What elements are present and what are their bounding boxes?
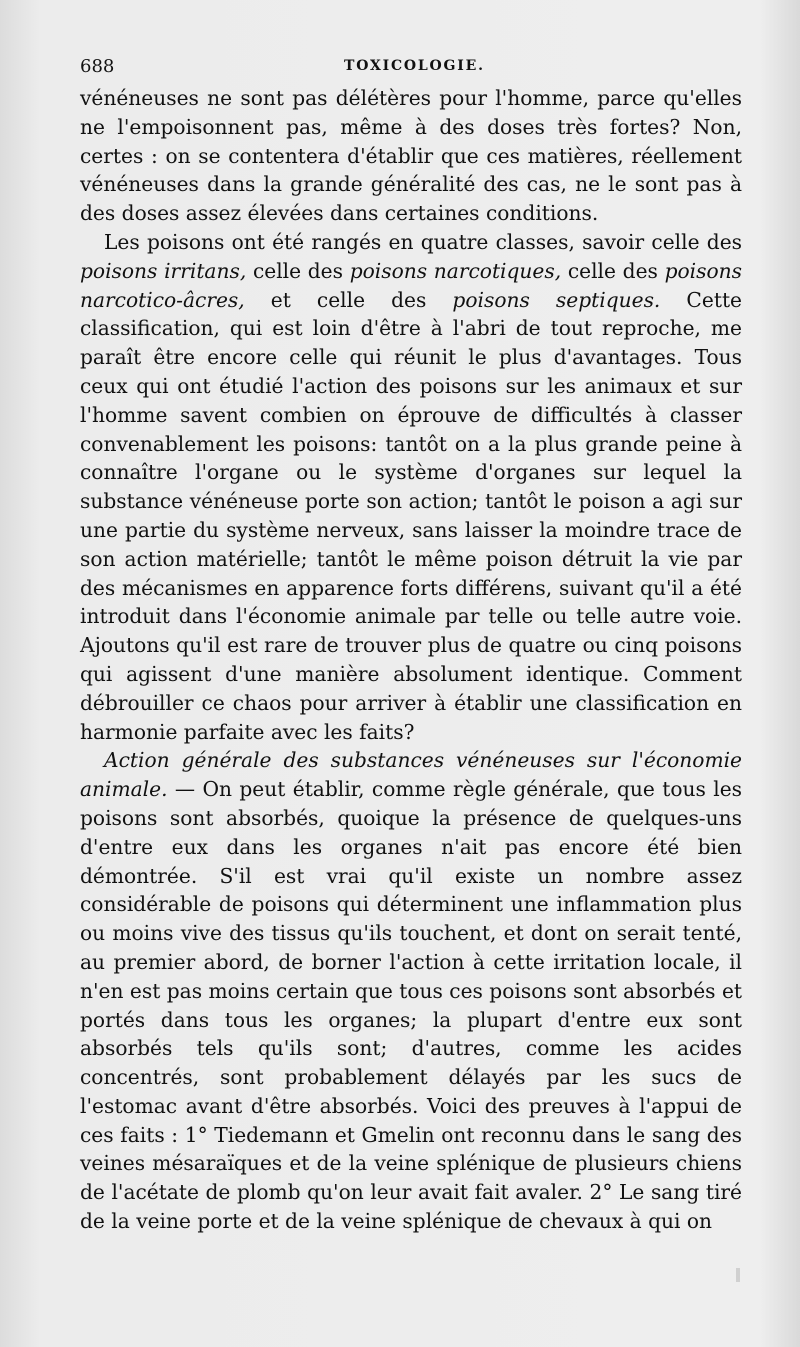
text-segment: celle des [561,258,665,283]
section-heading: Action générale des substances vénéneuses sur l'économie animale. [80,748,742,802]
paragraph-classification [80,228,742,746]
paragraph-continuation: vénéneuses ne sont pas délétères pour l'homme, parce qu'elles ne l'empoisonnent pas, même à des doses très fortes? Non, certes : on se contentera d'établir que ces matières, réellement vénéneuses dans la grande généralité des cas, ne le sont pas à des doses assez élevées dans certaines conditions. [80,86,742,226]
term-poisons-irritans: poisons irritans, [80,258,247,283]
page-header [80,56,742,80]
term-poisons-narcotico-acres: poisons narcotico-âcres, [80,258,743,312]
running-title: TOXICOLOGIE. [344,58,485,74]
text-segment: Les poisons ont été rangés en quatre classes, savoir celle des [104,229,742,254]
paper-speck [736,1268,740,1282]
paragraph-action-generale [80,746,742,1236]
page-number: 688 [80,56,115,77]
term-poisons-septiques: poisons septiques. [452,287,661,312]
paragraph-text: — On peut établir, comme règle générale, que tous les poisons sont absorbés, quoique la présence de quelques-uns d'entre eux dans les organes n'ait pas encore été bien démontrée. S'il est vrai qu'il existe un nombre assez considérable de poisons qui déterminent une inflammation plus ou moins vive des tissus qu'ils touchent, et dont on serait tenté, au premier abord, de borner l'action à cette irritation locale, il n'en est pas moins certain que tous ces poisons sont absorbés et portés dans tous les organes; la plupart d'entre eux sont absorbés tels qu'ils sont; d'autres, comme les acides concentrés, sont probablement délayés par les sucs de l'estomac avant d'être absorbés. Voici des preuves à l'appui de ces faits : 1° Tiedemann et Gmelin ont reconnu dans le sang des veines mésaraïques et de la veine splénique de plusieurs chiens de l'acétate de plomb qu'on leur avait fait avaler. 2° Le sang tiré de la veine porte et de la veine splénique de chevaux à qui on [80,777,743,1234]
body-text [80,84,742,1236]
text-segment: et celle des [244,287,453,312]
term-poisons-narcotiques: poisons narcotiques, [349,258,562,283]
text-segment: Cette classification, qui est loin d'être à l'abri de tout reproche, me paraît être encore celle qui réunit le plus d'avantages. Tous ceux qui ont étudié l'action des poisons sur les animaux et sur l'homme savent combien on éprouve de difficultés à classer convenablement les poisons: tantôt on a la plus grande peine à connaître l'organe ou le système d'organes sur lequel la substance vénéneuse porte son action; tantôt le poison a agi sur une partie du système nerveux, sans laisser la moindre trace de son action matérielle; tantôt le même poison détruit la vie par des mécanismes en apparence forts différens, suivant qu'il a été introduit dans l'économie animale par telle ou telle autre voie. Ajoutons qu'il est rare de trouver plus de quatre ou cinq poisons qui agissent d'une manière absolument identique. Comment débrouiller ce chaos pour arriver à établir une classification en harmonie parfaite avec les faits? [80,287,742,744]
text-segment: celle des [246,258,350,283]
